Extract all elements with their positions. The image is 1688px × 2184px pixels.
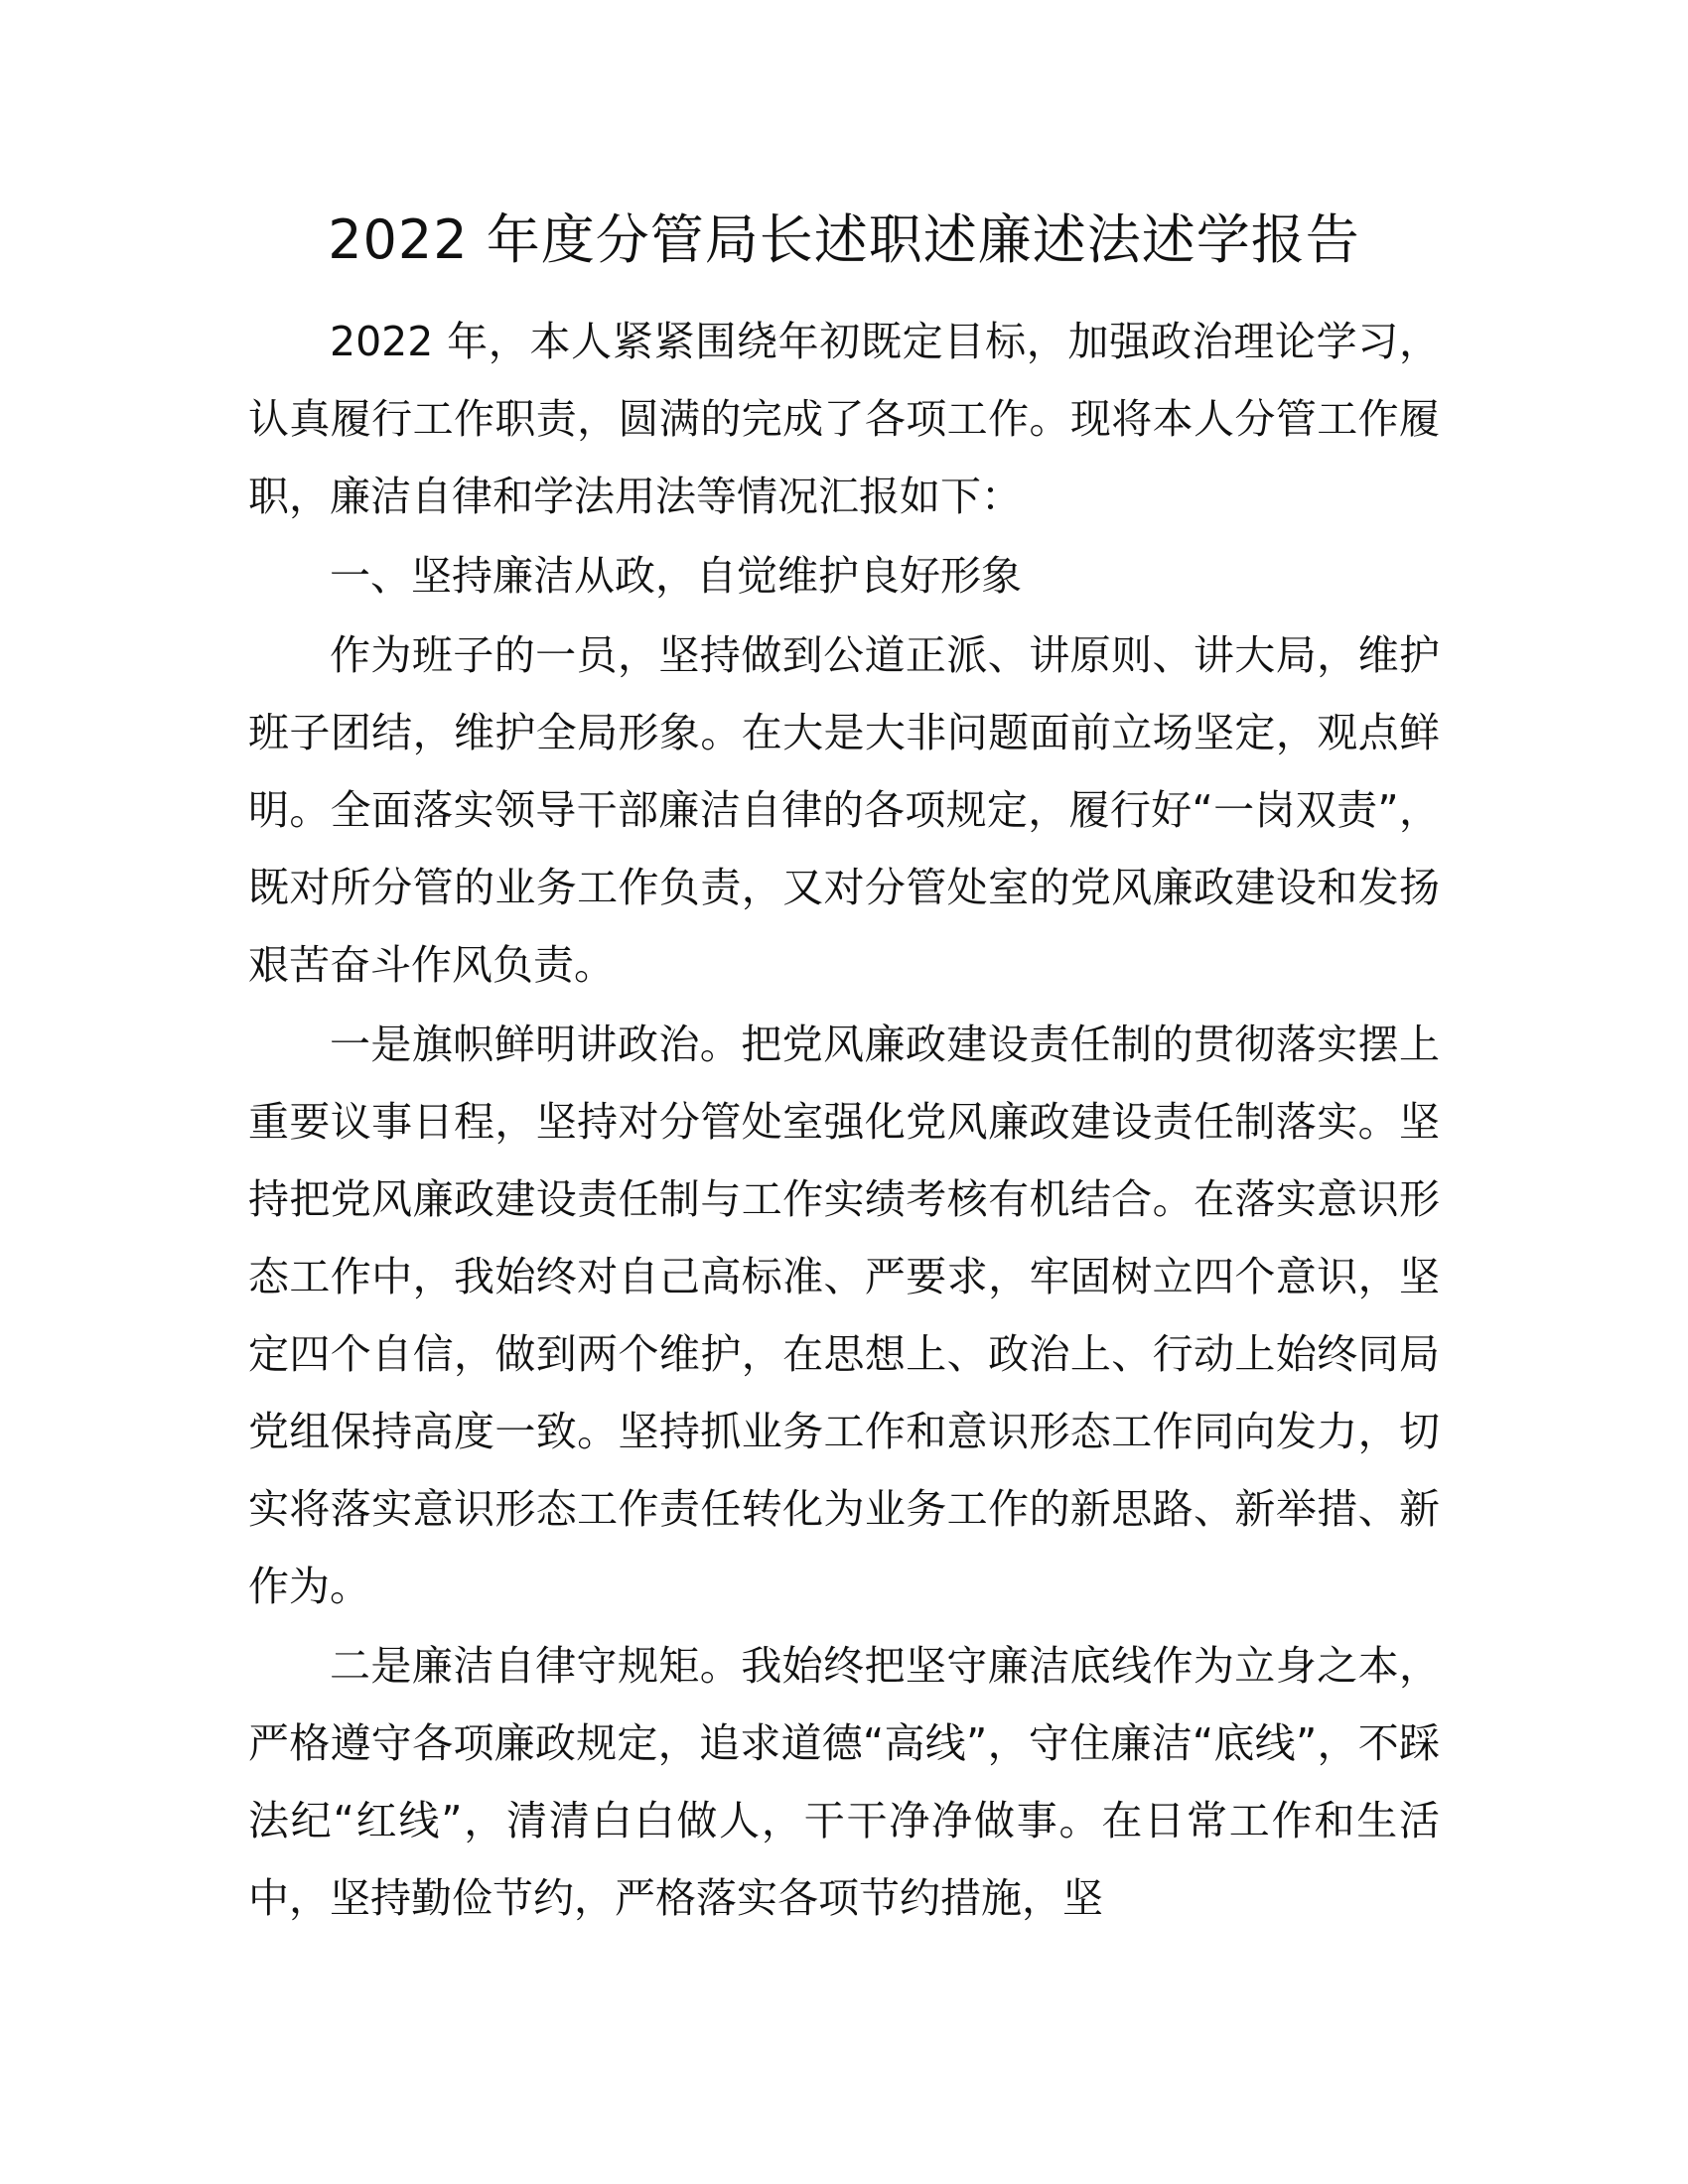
- paragraph-role: 作为班子的一员，坚持做到公道正派、讲原则、讲大局，维护班子团结，维护全局形象。在大是大非问题面前立场坚定，观点鲜明。全面落实领导干部廉洁自律的各项规定，履行好“一岗双责”，既对所分管的业务工作负责，又对分管处室的党风廉政建设和发扬艰苦奋斗作风负责。: [248, 631, 1440, 989]
- paragraph-self-discipline: 二是廉洁自律守规矩。我始终把坚守廉洁底线作为立身之本，严格遵守各项廉政规定，追求道德“高线”，守住廉洁“底线”，不踩法纪“红线”，清清白白做人，干干净净做事。在日常工作和生活中，坚持勤俭节约，严格落实各项节约措施，坚: [248, 1642, 1440, 1922]
- document-title: 2022 年度分管局长述职述廉述法述学报告: [328, 208, 1360, 271]
- paragraph-politics: 一是旗帜鲜明讲政治。把党风廉政建设责任制的贯彻落实摆上重要议事日程，坚持对分管处室强化党风廉政建设责任制落实。坚持把党风廉政建设责任制与工作实绩考核有机结合。在落实意识形态工作中，我始终对自己高标准、严要求，牢固树立四个意识，坚定四个自信，做到两个维护，在思想上、政治上、行动上始终同局党组保持高度一致。坚持抓业务工作和意识形态工作同向发力，切实将落实意识形态工作责任转化为业务工作的新思路、新举措、新作为。: [248, 1021, 1440, 1610]
- section-heading-1: 一、坚持廉洁从政，自觉维护良好形象: [330, 552, 1022, 600]
- document-body: [248, 303, 1440, 1939]
- paragraph-intro: 2022 年，本人紧紧围绕年初既定目标，加强政治理论学习，认真履行工作职责，圆满的完成了各项工作。现将本人分管工作履职，廉洁自律和学法用法等情况汇报如下：: [248, 318, 1440, 520]
